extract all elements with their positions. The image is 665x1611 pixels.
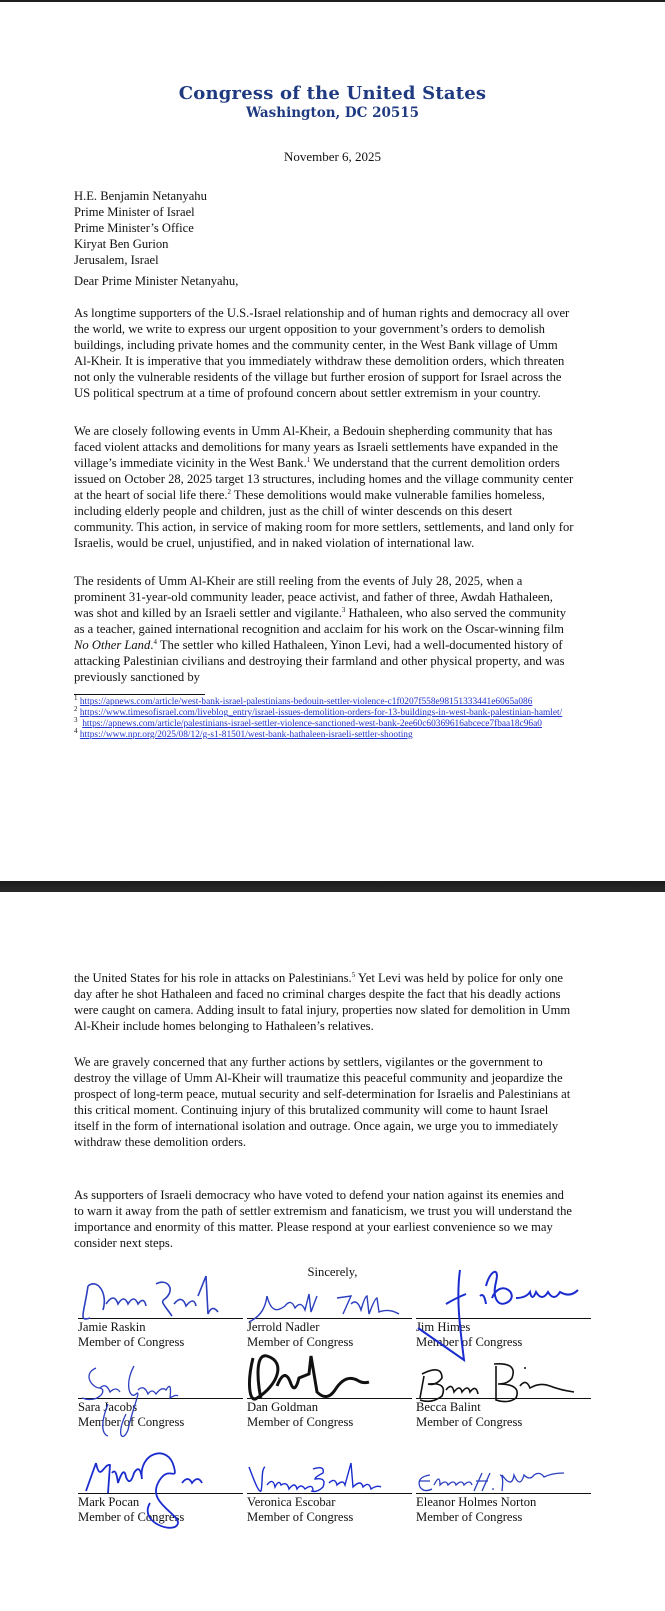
signature-jacobs-icon bbox=[78, 1364, 243, 1444]
signatory-name: Jim Himes bbox=[416, 1320, 471, 1334]
paragraph-4 bbox=[74, 1054, 574, 1150]
signatory-name: Mark Pocan bbox=[78, 1495, 140, 1509]
signatory-name: Sara Jacobs bbox=[78, 1400, 138, 1414]
paragraph-text: The residents of Umm Al-Kheir are still reeling from the events of July 28, 2025, when a prominent 31-year-old community leader, peace activist, and father of three, Awdah Hathaleen, was shot and killed by an Israeli settler and vigilante. bbox=[74, 574, 553, 620]
paragraph-text: As supporters of Israeli democracy who have voted to defend your nation against its enemies and to warn it away from the path of settler extremism and fanaticism, we trust you will understand the importance and enormity of this matter. Please respond at your earliest convenience so we may consider next steps. bbox=[74, 1188, 573, 1250]
signature-nadler-icon bbox=[247, 1292, 412, 1342]
signature-block bbox=[78, 1398, 243, 1430]
paragraph-2 bbox=[74, 423, 574, 551]
footnote-link[interactable]: https://apnews.com/article/west-bank-israel-palestinians-bedouin-settler-violence-c1f0207f558e98151333441e6065a086 bbox=[79, 697, 533, 707]
salutation: Dear Prime Minister Netanyahu, bbox=[74, 274, 239, 288]
footnote-link[interactable]: https://apnews.com/article/palestinians-israel-settler-violence-sanctioned-west-bank-2ee60c60369616abcece7fbaa18c96a0 bbox=[82, 719, 542, 729]
paragraph-text: We understand that the current demolition orders issued on October 28, 2025 target 13 structures, including homes and the village community center at the heart of social life there. bbox=[74, 456, 574, 502]
signature-escobar-icon bbox=[247, 1463, 412, 1503]
signature-norton-icon bbox=[416, 1471, 591, 1501]
footnote-link[interactable]: https://www.npr.org/2025/08/12/g-s1-81501/west-bank-hathaleen-israeli-settler-shooting bbox=[79, 730, 413, 740]
signatory-name: Eleanor Holmes Norton bbox=[416, 1495, 537, 1509]
signature-himes-icon bbox=[416, 1268, 591, 1358]
signatory-name: Becca Balint bbox=[416, 1400, 481, 1414]
signature-goldman-icon bbox=[247, 1352, 412, 1407]
letterhead bbox=[0, 83, 665, 122]
recipient-line: Prime Minister of Israel bbox=[74, 205, 195, 219]
window-top-border bbox=[0, 0, 665, 2]
paragraph-text: Yet Levi was held by police for only one day after he shot Hathaleen and faced no criminal charges despite the fact that his deadly actions were caught on camera. Adding insult to fatal injury, properties now slated for demolition in Umm Al-Kheir include homes belonging to Hathaleen’s relatives. bbox=[74, 971, 571, 1033]
closing: Sincerely, bbox=[307, 1265, 358, 1279]
footnote-ref-4[interactable]: 4 bbox=[153, 637, 157, 646]
signature-block bbox=[247, 1318, 412, 1350]
signature-block bbox=[247, 1493, 412, 1525]
paragraph-5 bbox=[74, 1187, 574, 1251]
signatory-title: Member of Congress bbox=[416, 1335, 523, 1349]
signature-block bbox=[247, 1398, 412, 1430]
signatory-title: Member of Congress bbox=[78, 1510, 185, 1524]
signatory-title: Member of Congress bbox=[416, 1510, 523, 1524]
paragraph-3-continued bbox=[74, 970, 574, 1034]
footnote-ref-3[interactable]: 3 bbox=[341, 605, 346, 614]
signatory-name: Dan Goldman bbox=[247, 1400, 318, 1414]
footnote-separator bbox=[74, 694, 205, 695]
paragraph-text: As longtime supporters of the U.S.-Israel relationship and of human rights and democracy all over the world, we write to express our urgent opposition to your government’s orders to demolish buildings, including private homes and the community center, in the West Bank village of Umm Al-Kheir. It is imperative that you immediately withdraw these demolition orders, which threaten not only the vulnerable residents of the village but further erosion of support for Israel across the US political spectrum at a time of profound concern about settler extremism in your country. bbox=[74, 306, 570, 400]
recipient-line: Kiryat Ben Gurion bbox=[74, 237, 169, 251]
signatory-title: Member of Congress bbox=[78, 1335, 185, 1349]
signature-pocan-icon bbox=[78, 1453, 243, 1533]
footnote-2: $^2$ https://www.timesofisrael.com/liveblog_entry/israel-issues-demolition-orders-for-13-buildings-in-west-bank-palestinian-hamlet/ bbox=[74, 704, 563, 718]
signature-block bbox=[78, 1318, 243, 1350]
signatory-title: Member of Congress bbox=[416, 1415, 523, 1429]
signature-block bbox=[416, 1493, 591, 1525]
signatory-title: Member of Congress bbox=[247, 1415, 354, 1429]
paragraph-3: The residents of Umm Al-Kheir are still reeling from the events of July 28, 2025, when a prominent 31-year-old community leader, peace activist, and father of three, Awdah Hathaleen, was shot and killed by an Israeli settler and vigilante.$^3$ Hathaleen, who also served the community as a teacher, gained international recognition and acclaim for his work on the Oscar-winning film No Other Land.$^4$ The settler who killed Hathaleen, Yinon Levi, had a well-documented history of attacking Palestinian civilians and destroying their farmland and other physical property, and was previously sanctioned by bbox=[74, 574, 567, 684]
footnote-link[interactable]: https://www.timesofisrael.com/liveblog_entry/israel-issues-demolition-orders-for-13-buildings-in-west-bank-palestinian-hamlet/ bbox=[79, 708, 563, 718]
recipient-line: H.E. Benjamin Netanyahu bbox=[74, 189, 207, 203]
paragraph-1 bbox=[74, 305, 574, 401]
footnote-3: $^3$ https://apnews.com/article/palestinians-israel-settler-violence-sanctioned-west-bank-2ee60c60369616abcece7fbaa18c96a0 bbox=[74, 715, 542, 729]
footnote-ref-5[interactable]: 5 bbox=[351, 970, 356, 979]
paragraph-text: Hathaleen, who also served the community as a teacher, gained international recognition and acclaim for his work on the Oscar-winning film bbox=[74, 606, 567, 636]
signatory-name: Jerrold Nadler bbox=[247, 1320, 320, 1334]
signature-block bbox=[416, 1318, 591, 1350]
page-break-divider bbox=[0, 881, 665, 892]
signatory-name: Veronica Escobar bbox=[247, 1495, 336, 1509]
footnote-4: $^4$ https://www.npr.org/2025/08/12/g-s1-81501/west-bank-hathaleen-israeli-settler-shooting bbox=[74, 726, 413, 740]
letterhead-address: Washington, DC 20515 bbox=[245, 105, 420, 121]
paragraph-text: We are gravely concerned that any further actions by settlers, vigilantes or the government to destroy the village of Umm Al-Kheir will traumatize this peaceful community and jeopardize the prospect of long-term peace, mutual security and self-determination for Israelis and Palestinians at this critical moment. Continuing injury of this brutalized community will come to haunt Israel itself in the form of international isolation and outrage. Once again, we urge you to immediately withdraw these demolition orders. bbox=[74, 1055, 571, 1149]
signatory-name: Jamie Raskin bbox=[78, 1320, 146, 1334]
footnote-ref-1[interactable]: 1 bbox=[306, 455, 311, 464]
film-title: No Other Land bbox=[74, 638, 151, 652]
signatory-title: Member of Congress bbox=[78, 1415, 185, 1429]
signature-block bbox=[416, 1398, 591, 1430]
signature-raskin-icon bbox=[78, 1274, 243, 1324]
recipient-line: Prime Minister’s Office bbox=[74, 221, 194, 235]
footnote-ref-2[interactable]: 2 bbox=[227, 487, 231, 496]
paragraph-text: We are closely following events in Umm Al-Kheir, a Bedouin shepherding community that has faced violent attacks and demolitions for many years as Israeli settlements have expanded in the village’s immediate vicinity in the West Bank. bbox=[74, 424, 558, 470]
footnote-1: $^1$ https://apnews.com/article/west-bank-israel-palestinians-bedouin-settler-violence-c1f0207f558e98151333441e6065a086 bbox=[74, 693, 533, 707]
paragraph-text: the United States for his role in attacks on Palestinians. bbox=[74, 971, 352, 985]
paragraph-text: The settler who killed Hathaleen, Yinon Levi, had a well-documented history of attacking Palestinian civilians and destroying their farmland and other physical property, and was previously sanctioned by bbox=[74, 638, 565, 684]
signatory-title: Member of Congress bbox=[247, 1335, 354, 1349]
letter-date: November 6, 2025 bbox=[283, 149, 382, 164]
recipient-address bbox=[74, 188, 574, 268]
signature-balint-icon bbox=[416, 1362, 591, 1407]
footnotes bbox=[74, 693, 574, 741]
signatory-title: Member of Congress bbox=[247, 1510, 354, 1524]
signature-block bbox=[78, 1493, 243, 1525]
letterhead-title: Congress of the United States bbox=[178, 83, 487, 104]
paragraph-text: These demolitions would make vulnerable families homeless, including elderly people and children, just as the chill of winter descends on this desert community. This action, in service of making room for more settlers, settlements, and land only for Israelis, would be cruel, unjustified, and in naked violation of international law. bbox=[74, 488, 574, 550]
recipient-line: Jerusalem, Israel bbox=[74, 253, 159, 267]
